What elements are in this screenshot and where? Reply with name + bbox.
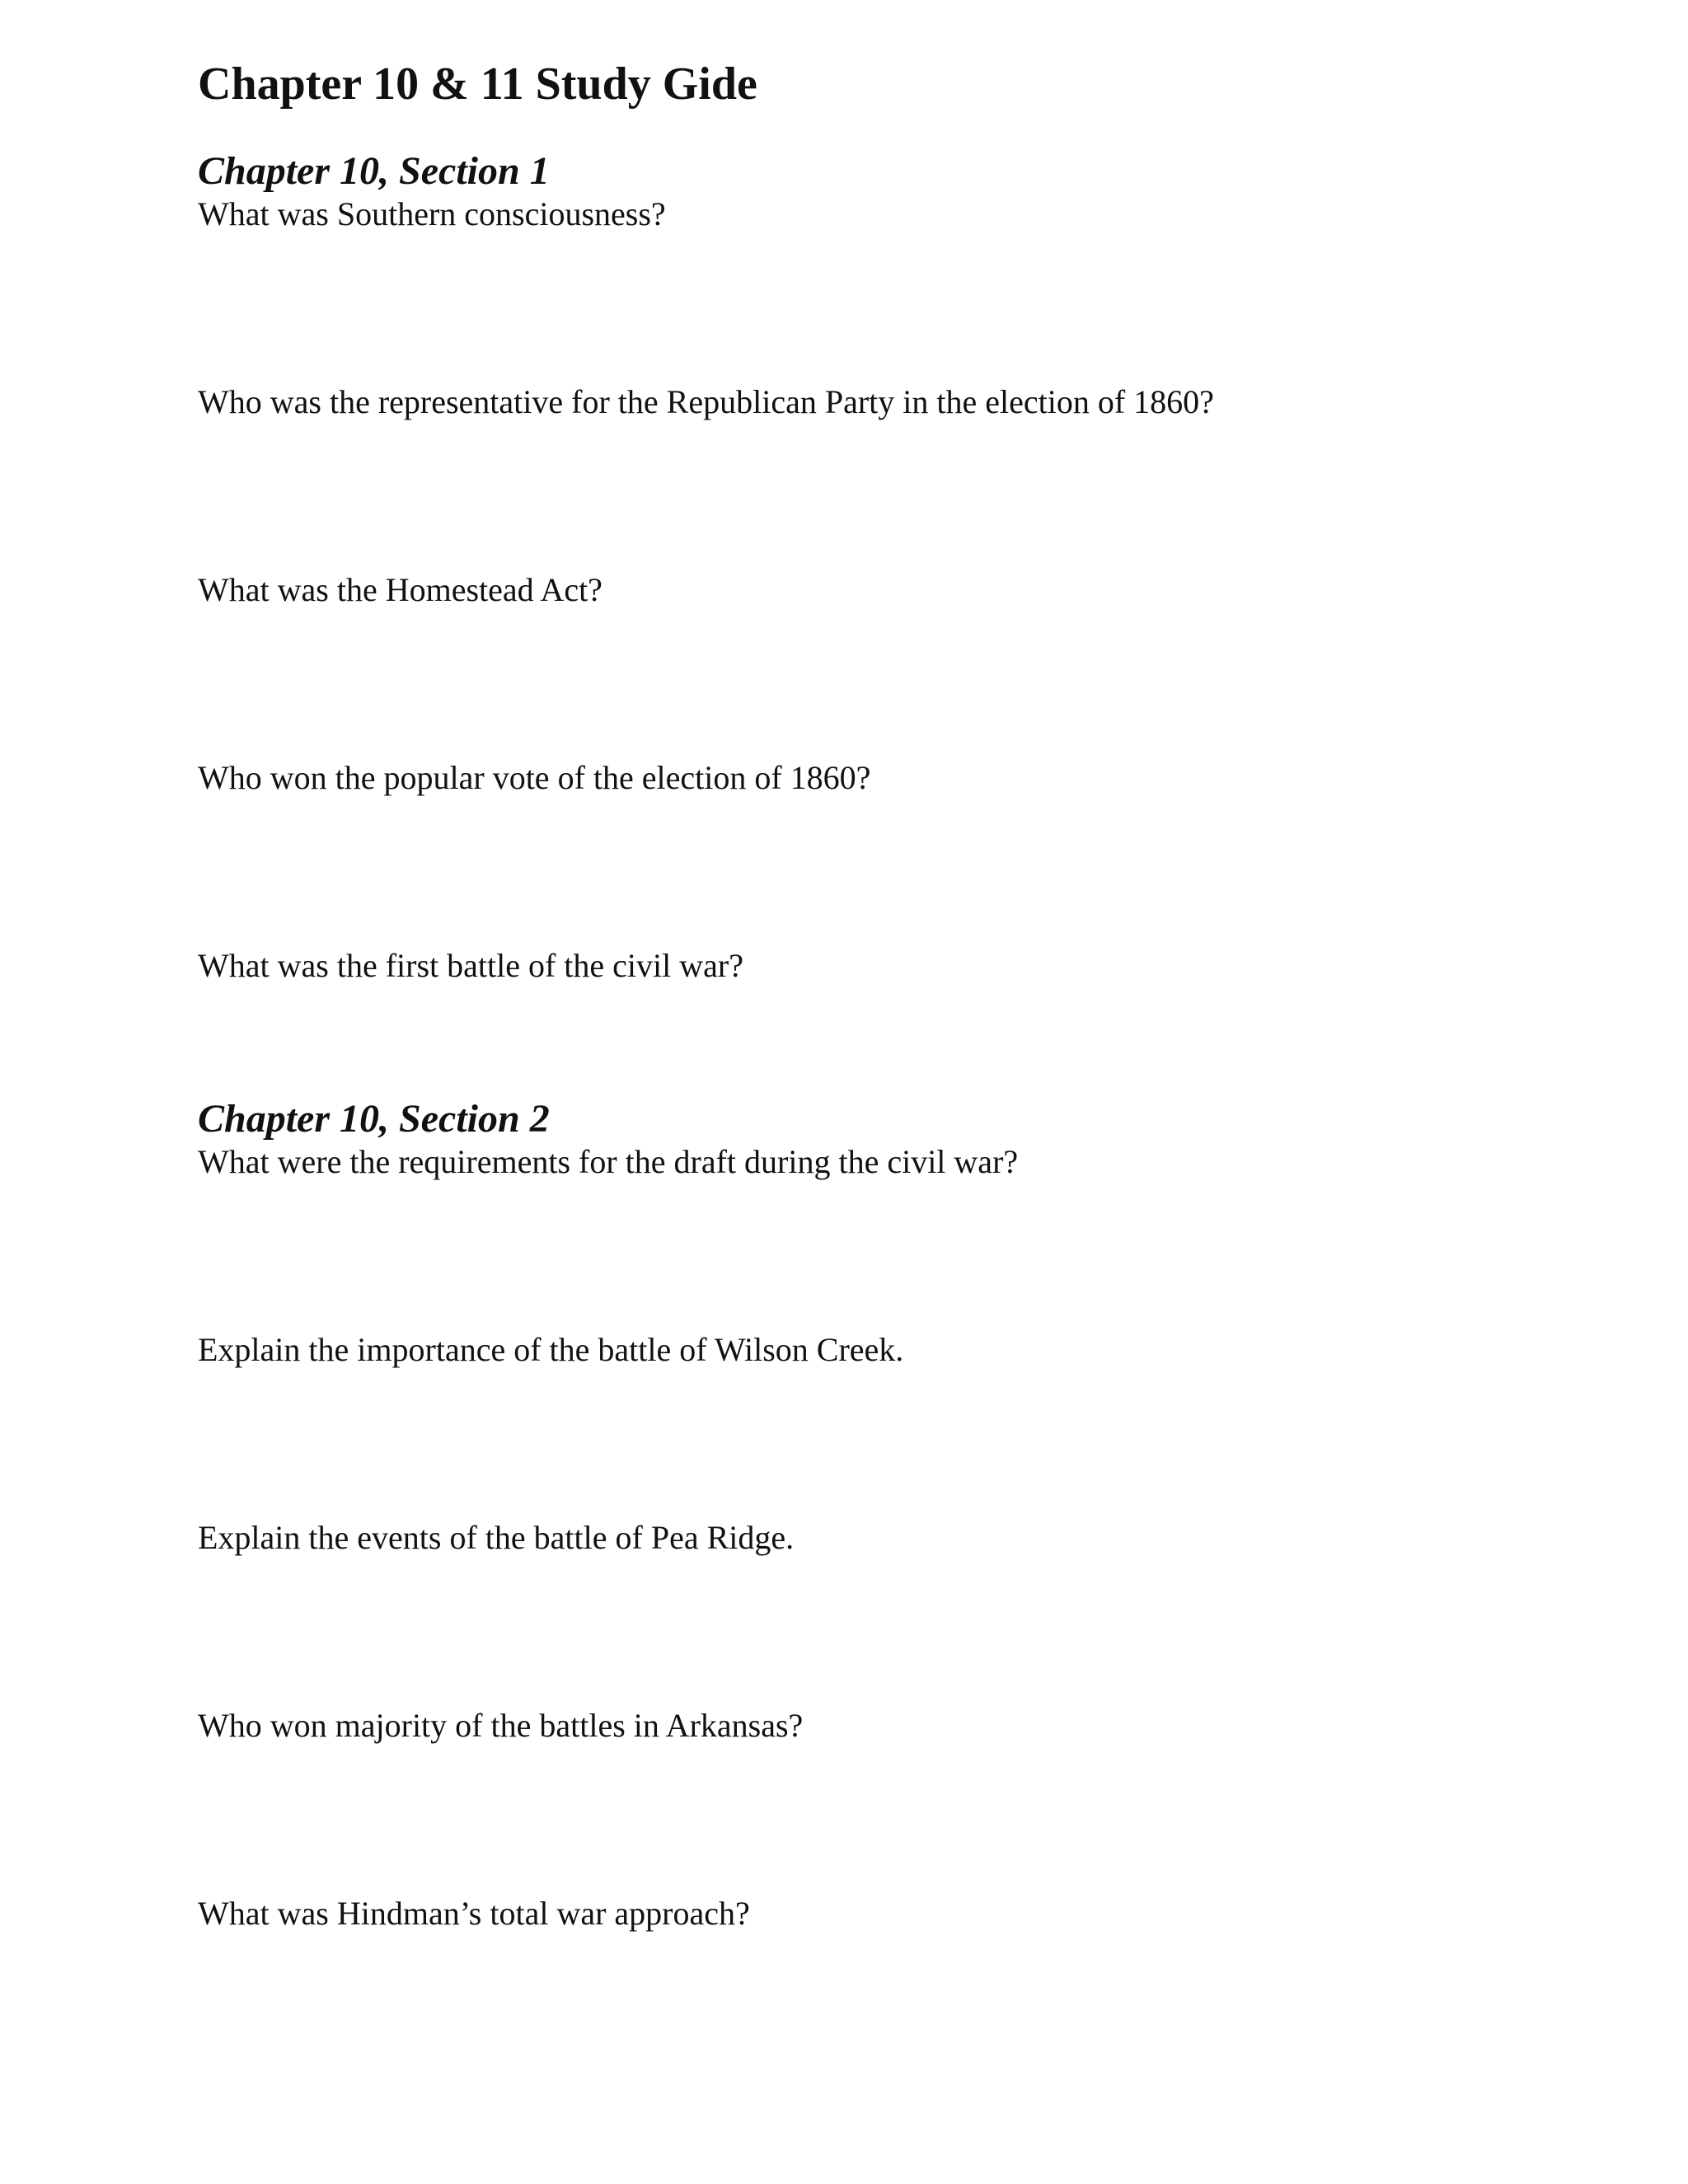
question-text: Explain the events of the battle of Pea Ridge. bbox=[198, 1519, 795, 1556]
question-text: What was the Homestead Act? bbox=[198, 571, 603, 608]
question-text: Who won majority of the battles in Arkansas? bbox=[198, 1707, 804, 1744]
section-heading: Chapter 10, Section 1 bbox=[198, 149, 550, 193]
question-text: Explain the importance of the battle of Wilson Creek. bbox=[198, 1331, 904, 1368]
question-text: Who won the popular vote of the election of 1860? bbox=[198, 759, 871, 796]
question-text: What was the first battle of the civil war? bbox=[198, 947, 743, 984]
question-text: What were the requirements for the draft during the civil war? bbox=[198, 1143, 1019, 1180]
section-heading: Chapter 10, Section 2 bbox=[198, 1097, 550, 1141]
question-text: What was Southern consciousness? bbox=[198, 195, 666, 232]
question-text: Who was the representative for the Republican Party in the election of 1860? bbox=[198, 383, 1214, 420]
question-text: What was Hindman’s total war approach? bbox=[198, 1895, 750, 1932]
page-title: Chapter 10 & 11 Study Gide bbox=[198, 59, 757, 110]
